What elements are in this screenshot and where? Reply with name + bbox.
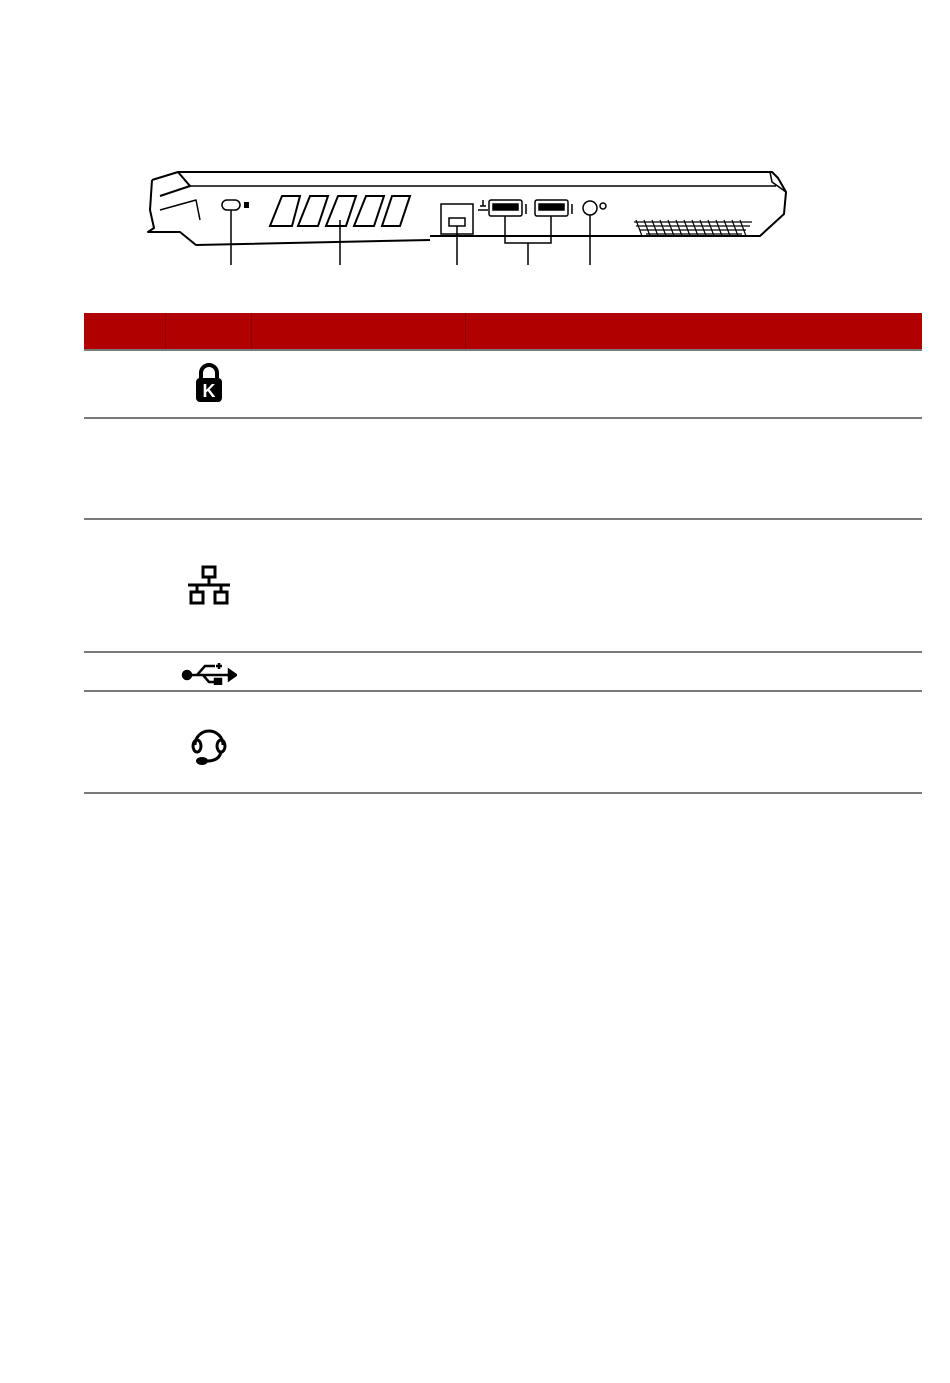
ethernet-port-icon bbox=[441, 200, 488, 234]
header-cell-1 bbox=[84, 313, 166, 349]
headset-jack-icon bbox=[583, 201, 606, 215]
rear-vent-icon bbox=[634, 220, 752, 236]
header-cell-3 bbox=[252, 313, 466, 349]
header-cell-2 bbox=[166, 313, 252, 349]
header-cell-4 bbox=[466, 313, 921, 349]
table-row bbox=[84, 351, 922, 419]
kensington-lock-icon bbox=[166, 351, 252, 417]
table-row bbox=[84, 653, 922, 692]
callout-lines bbox=[231, 210, 590, 265]
table-row bbox=[84, 419, 922, 520]
table-row bbox=[84, 692, 922, 794]
usb-ports-icon bbox=[489, 200, 572, 216]
svg-text:K: K bbox=[202, 381, 216, 401]
laptop-side-diagram bbox=[0, 0, 950, 290]
kensington-slot-icon bbox=[222, 200, 249, 210]
table-row bbox=[84, 520, 922, 653]
spec-table-header bbox=[84, 313, 922, 351]
headset-icon bbox=[166, 692, 252, 792]
usb-icon bbox=[166, 653, 252, 690]
ethernet-network-icon bbox=[166, 520, 252, 651]
